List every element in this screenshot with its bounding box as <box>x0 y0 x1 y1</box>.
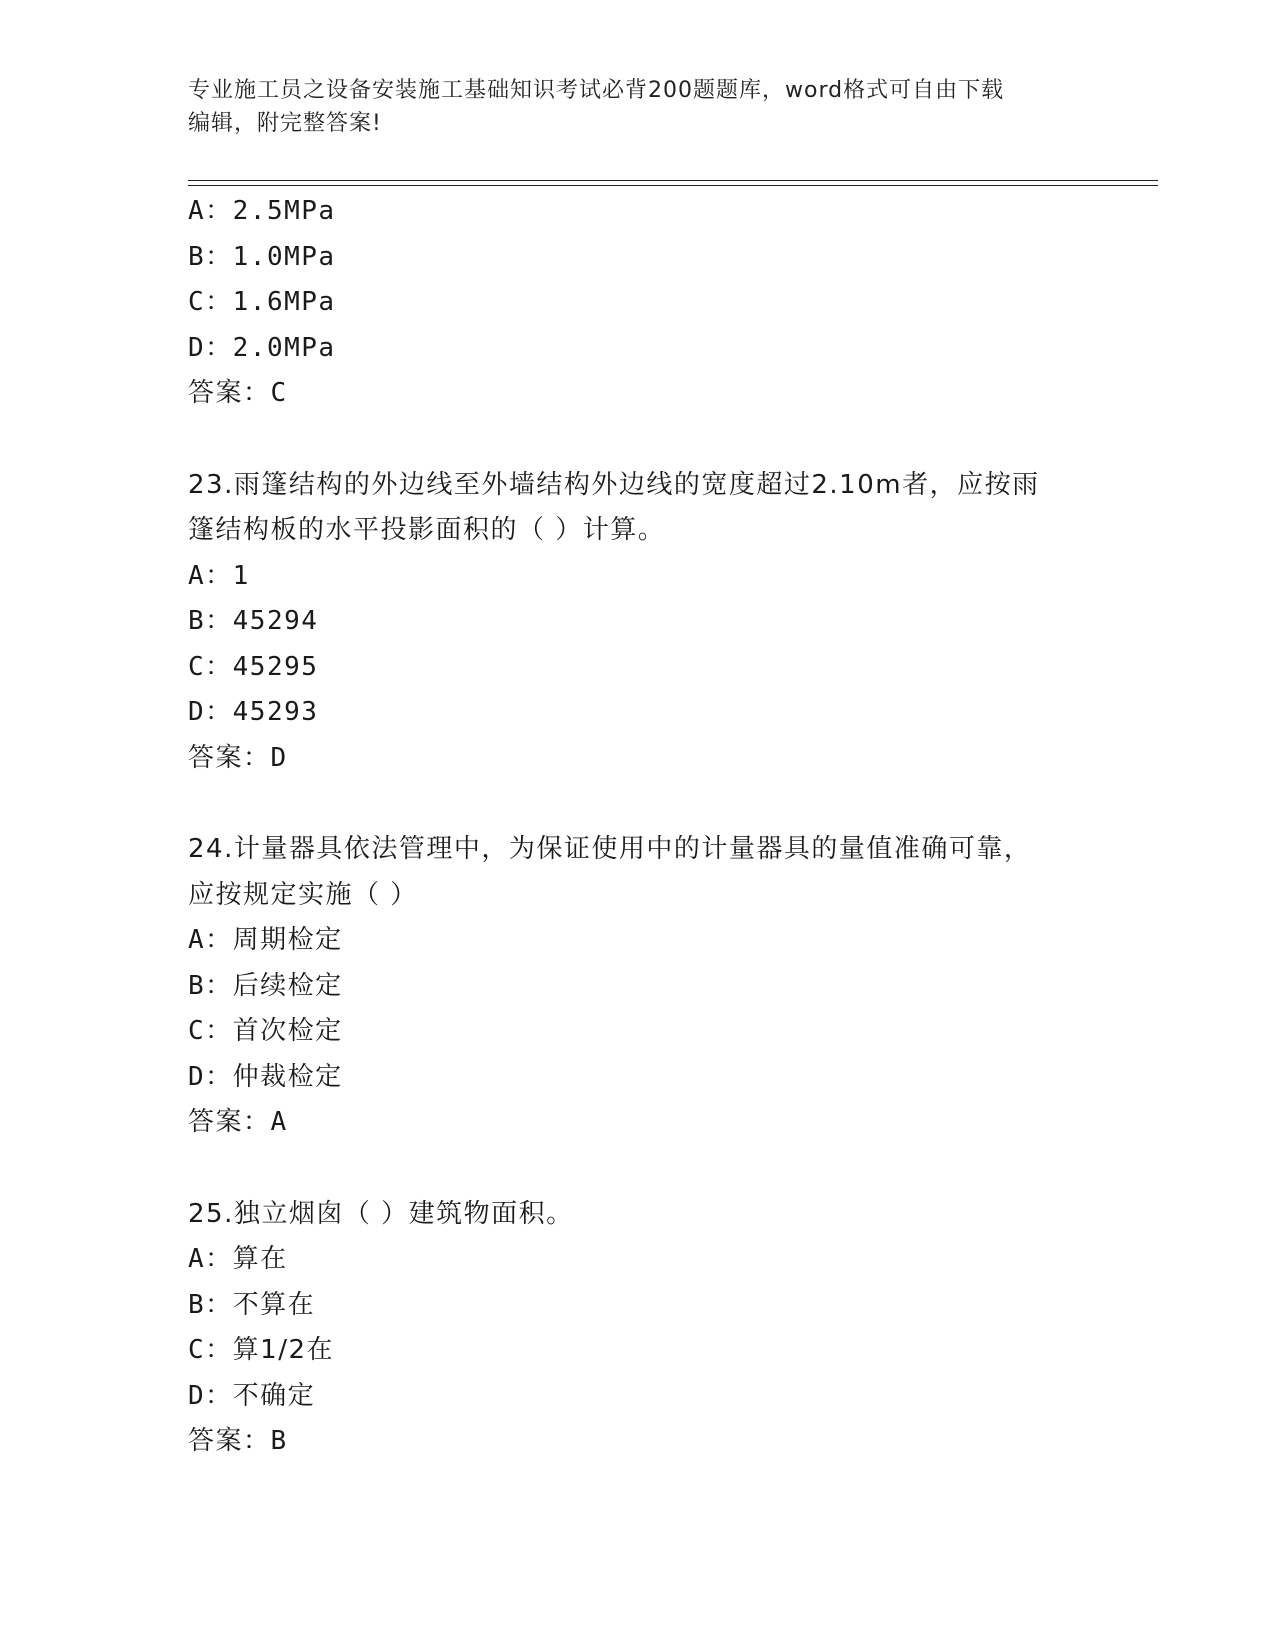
option-b: B：不算在 <box>188 1289 316 1320</box>
question-stem: 24.计量器具依法管理中，为保证使用中的计量器具的量值准确可靠， 应按规定实施（ ） <box>188 834 1032 910</box>
header-divider-top <box>188 180 1158 181</box>
header-title-line-2: 编辑，附完整答案! <box>188 111 382 136</box>
option-a: A：2.5MPa <box>188 196 336 226</box>
option-c: C：1.6MPa <box>188 287 336 317</box>
option-a: A：1 <box>188 560 250 591</box>
option-b: B：1.0MPa <box>188 241 336 272</box>
option-a: A：周期检定 <box>188 925 343 955</box>
answer-value: B <box>270 1426 288 1456</box>
question-stem: 25.独立烟囱（ ）建筑物面积。 <box>188 1198 574 1229</box>
answer-line: 答案：A <box>188 1107 288 1137</box>
question-22 <box>188 189 1088 417</box>
answer-line: 答案：D <box>188 742 288 773</box>
document-header <box>188 74 1088 140</box>
option-c: C：算1/2在 <box>188 1335 335 1365</box>
option-d: D：仲裁检定 <box>188 1061 343 1092</box>
question-24 <box>188 827 1088 1146</box>
header-divider-bottom <box>188 185 1158 186</box>
answer-line: 答案：C <box>188 378 288 408</box>
question-23 <box>188 463 1088 782</box>
question-list <box>188 189 1088 1465</box>
answer-value: C <box>270 378 288 408</box>
answer-value: A <box>270 1107 288 1137</box>
option-d: D：不确定 <box>188 1380 316 1411</box>
option-d: D：2.0MPa <box>188 332 336 363</box>
option-b: B：45294 <box>188 606 319 636</box>
option-a: A：算在 <box>188 1244 288 1274</box>
answer-line: 答案：B <box>188 1426 288 1456</box>
option-b: B：后续检定 <box>188 970 343 1001</box>
option-c: C：45295 <box>188 651 319 682</box>
option-c: C：首次检定 <box>188 1016 343 1046</box>
question-stem: 23.雨篷结构的外边线至外墙结构外边线的宽度超过2.10m者，应按雨 篷结构板的水平投影面积的（ ）计算。 <box>188 469 1040 545</box>
question-25 <box>188 1192 1088 1465</box>
answer-value: D <box>270 742 288 773</box>
option-d: D：45293 <box>188 697 319 727</box>
header-title-line-1: 专业施工员之设备安装施工基础知识考试必背200题题库，word格式可自由下载 <box>188 78 1005 103</box>
